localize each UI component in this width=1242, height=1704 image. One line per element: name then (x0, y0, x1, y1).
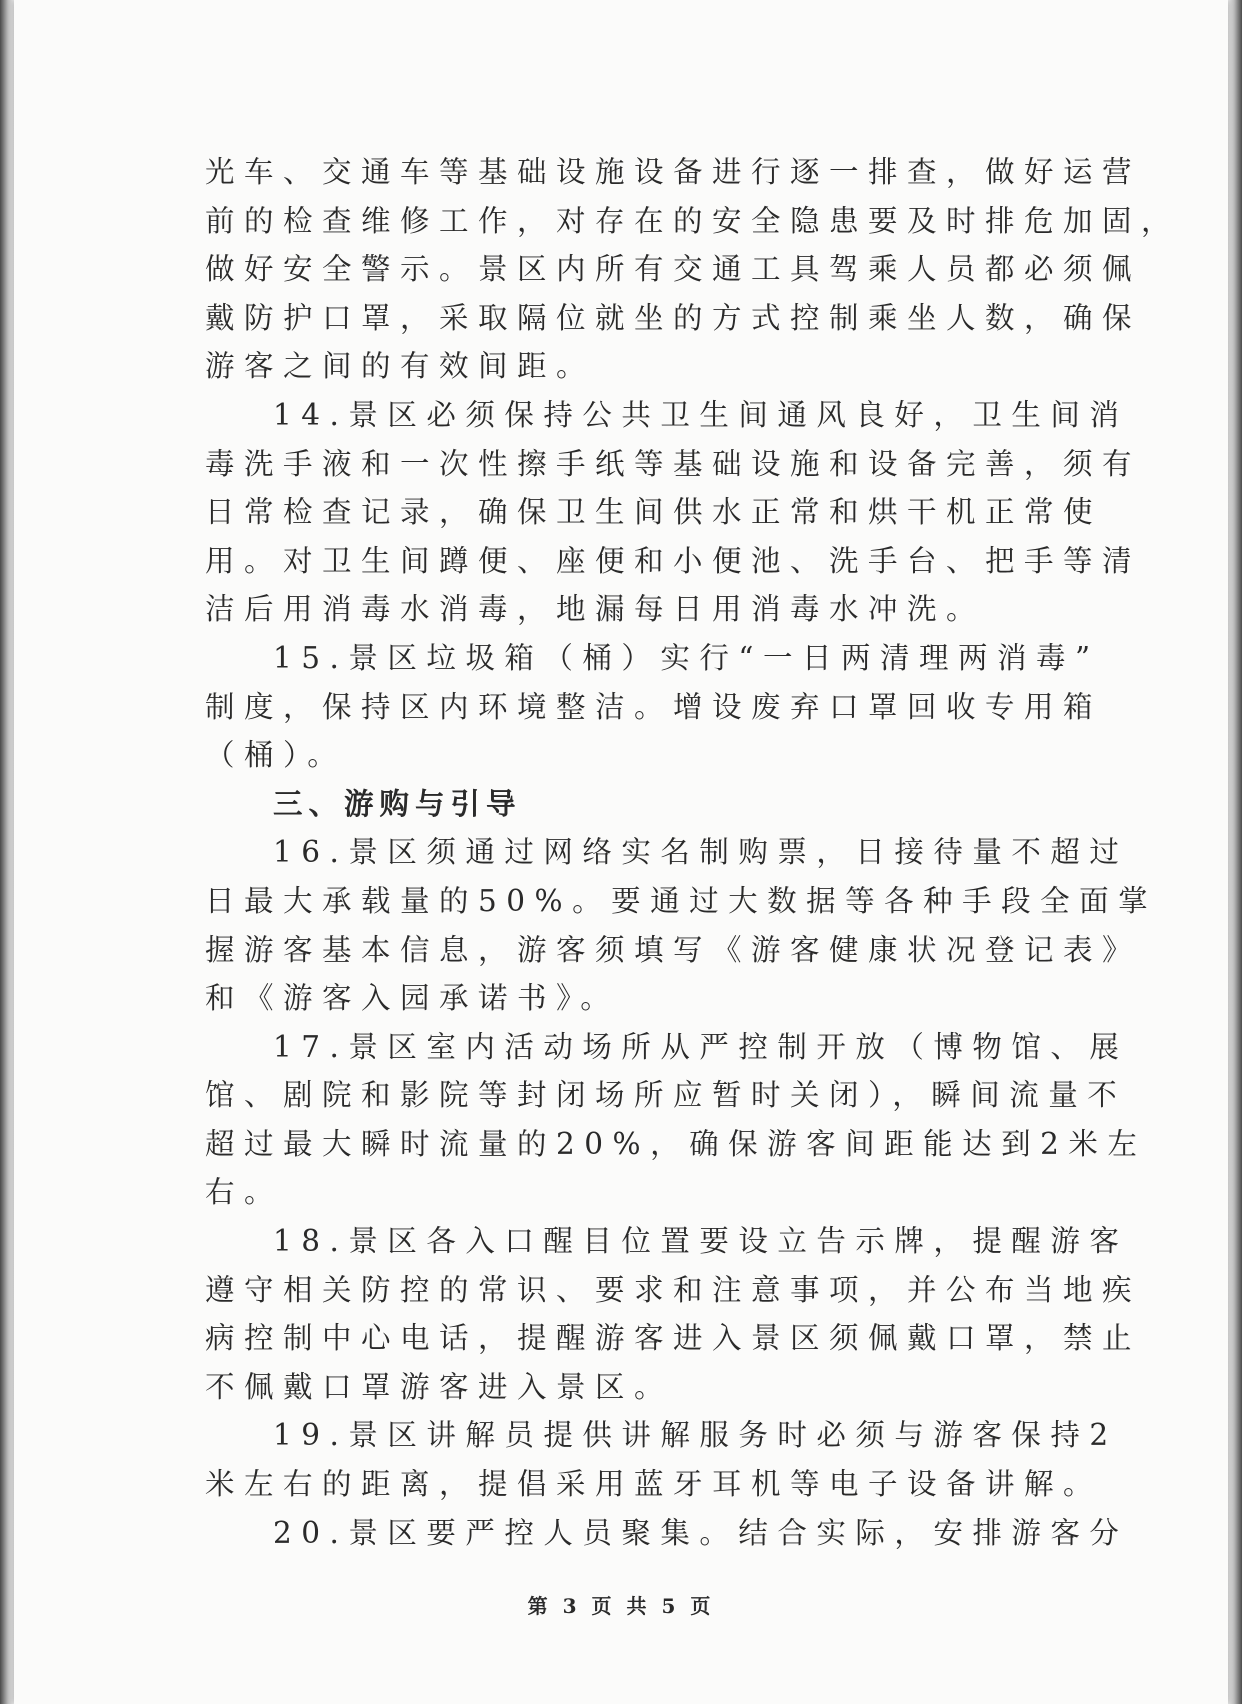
text-line: 戴防护口罩，采取隔位就坐的方式控制乘坐人数，确保 (205, 300, 1142, 335)
page-number: 第 3 页 共 5 页 (527, 1594, 715, 1618)
text-line: 超过最大瞬时流量的20%，确保游客间距能达到2米左 (205, 1126, 1147, 1161)
text-line: 前的检查维修工作，对存在的安全隐患要及时排危加固， (205, 203, 1181, 238)
text-line: 用。对卫生间蹲便、座便和小便池、洗手台、把手等清 (205, 543, 1142, 578)
text-line: 和《游客入园承诺书》。 (205, 981, 620, 1016)
item-15-first-line: 15.景区垃圾箱（桶）实行“一日两清理两消毒” (273, 640, 1100, 675)
text-line: 米左右的距离，提倡采用蓝牙耳机等电子设备讲解。 (205, 1467, 1103, 1502)
text-line: 制度，保持区内环境整洁。增设废弃口罩回收专用箱 (205, 689, 1103, 724)
text-line: 光车、交通车等基础设施设备进行逐一排查，做好运营 (205, 155, 1142, 189)
item-17-first-line: 17.景区室内活动场所从严控制开放（博物馆、展 (273, 1029, 1129, 1064)
text-line: 游客之间的有效间距。 (205, 349, 596, 384)
text-line: 日最大承载量的50%。要通过大数据等各种手段全面掌 (205, 883, 1158, 918)
text-line: 毒洗手液和一次性擦手纸等基础设施和设备完善，须有 (205, 446, 1142, 481)
text-line: 不佩戴口罩游客进入景区。 (205, 1369, 674, 1404)
text-line: 右。 (205, 1175, 284, 1210)
text-line: 洁后用消毒水消毒，地漏每日用消毒水冲洗。 (205, 592, 986, 627)
text-line: （桶）。 (205, 738, 347, 773)
item-19-first-line: 19.景区讲解员提供讲解服务时必须与游客保持2 (273, 1418, 1118, 1453)
text-line: 做好安全警示。景区内所有交通工具驾乘人员都必须佩 (205, 252, 1142, 287)
text-line: 握游客基本信息，游客须填写《游客健康状况登记表》 (205, 932, 1142, 967)
item-20-first-line: 20.景区要严控人员聚集。结合实际，安排游客分 (273, 1515, 1129, 1550)
page-body-text (205, 148, 1181, 1557)
item-14-first-line: 14.景区必须保持公共卫生间通风良好，卫生间消 (273, 397, 1129, 432)
text-line: 日常检查记录，确保卫生间供水正常和烘干机正常使 (205, 495, 1103, 530)
item-16-first-line: 16.景区须通过网络实名制购票，日接待量不超过 (273, 835, 1129, 870)
item-18-first-line: 18.景区各入口醒目位置要设立告示牌，提醒游客 (273, 1224, 1129, 1259)
section-heading: 三、游购与引导 (273, 786, 522, 821)
text-line: 遵守相关防控的常识、要求和注意事项，并公布当地疾 (205, 1272, 1142, 1307)
document-page (14, 0, 1228, 1704)
text-line: 馆、剧院和影院等封闭场所应暂时关闭），瞬间流量不 (205, 1078, 1127, 1113)
text-line: 病控制中心电话，提醒游客进入景区须佩戴口罩，禁止 (205, 1321, 1142, 1356)
